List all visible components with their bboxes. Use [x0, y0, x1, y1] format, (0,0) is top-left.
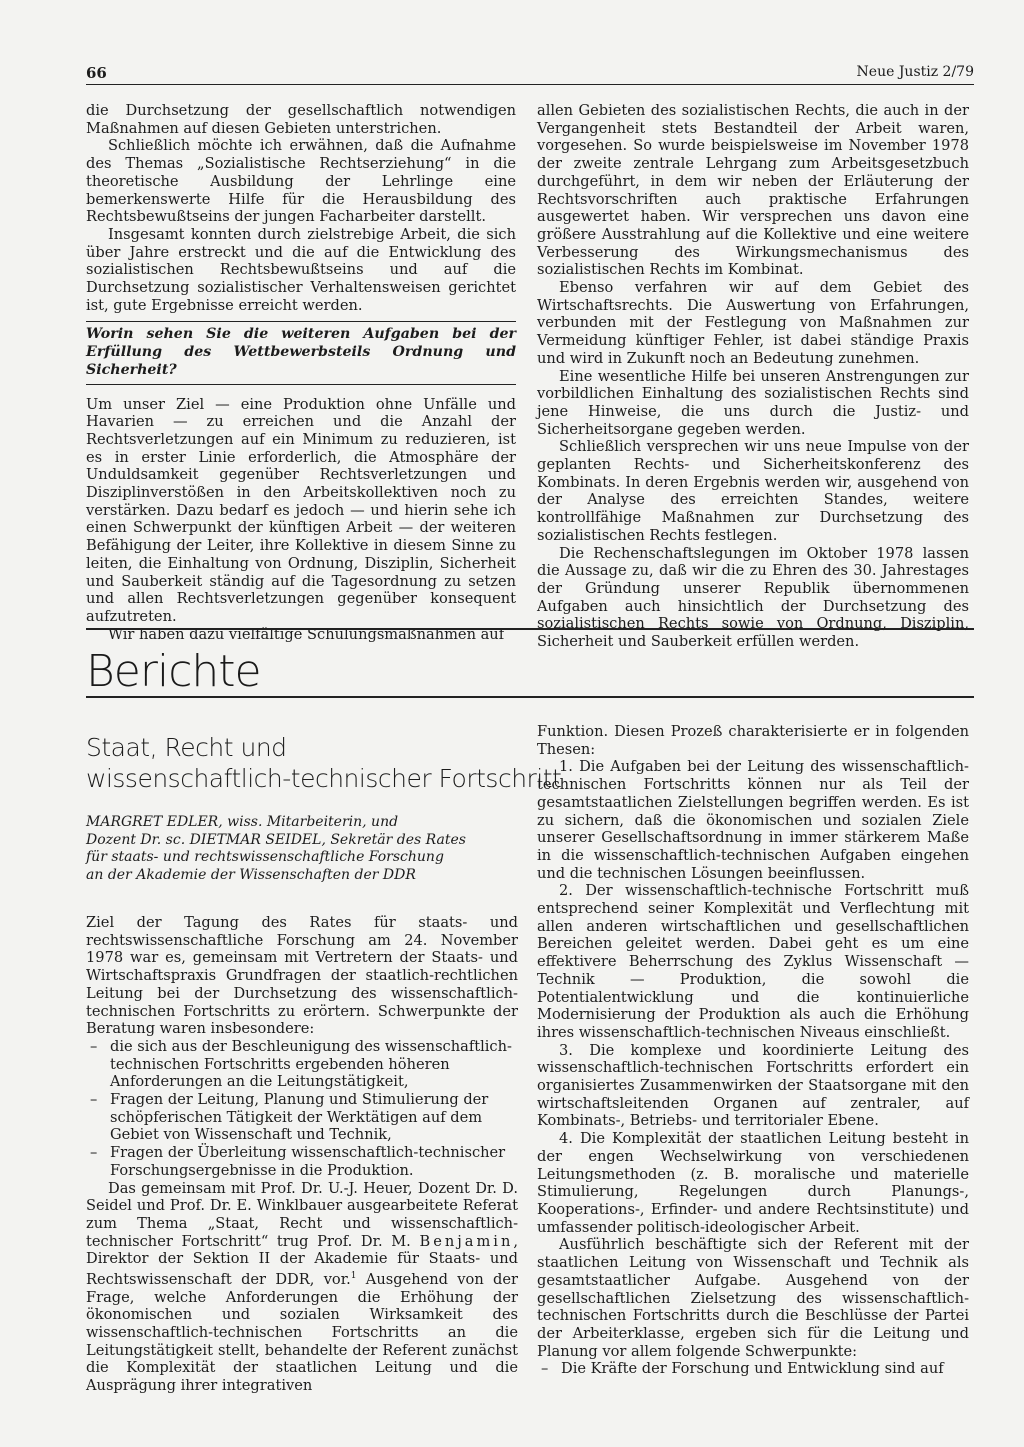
list-item: – Fragen der Leitung, Planung und Stimulierung der schöpferischen Tätigkeit der Werktätigen auf dem Gebiet von Wissenschaft und Technik,: [86, 1091, 518, 1144]
paragraph: allen Gebieten des sozialistischen Rechts, die auch in der Vergangenheit stets Bestandteil der Arbeit waren, vorgesehen. So wurde beispielsweise im November 1978 der zweite zentrale Lehrgang zum Arbeitsgesetzbuch durchgeführt, in dem wir neben der Erläuterung der Rechtsvorschriften auch praktische Erfahrungen ausgewertet haben. Wir versprechen uns davon eine größere Ausstrahlung auf die Kollektive und eine weitere Verbesserung des Wirkungsmechanismus des sozialistischen Rechts im Kombinat.: [537, 102, 969, 279]
section-rule-bottom: [86, 696, 974, 698]
list-item: – Fragen der Überleitung wissenschaftlich-technischer Forschungsergebnisse in die Produktion.: [86, 1144, 518, 1179]
section-rule-top: [86, 628, 974, 630]
article-authors: [86, 814, 516, 884]
text-run: Ausgehend von der Frage, welche Anforderungen die Erhöhung der ökonomischen und sozialen Wirksamkeit des wissenschaftlich-technischen Fortschritts an die Leitungstätigkeit stellt, behandelte der Referent zunächst die Komplexität der staatlichen Leitung und die Ausprägung ihrer integrativen: [86, 1270, 518, 1395]
paragraph: Die Rechenschaftslegungen im Oktober 1978 lassen die Aussage zu, daß wir die zu Ehren des 30. Jahrestages der Gründung unserer Republik übernommenen Aufgaben auch hinsichtlich der Durchsetzung des sozialistischen Rechts sowie von Ordnung, Disziplin, Sicherheit und Sauberkeit erfüllen werden.: [537, 544, 969, 651]
paragraph: die Durchsetzung der gesellschaftlich notwendigen Maßnahmen auf diesen Gebieten unterstrichen.: [86, 102, 516, 137]
bottom-right-column: [537, 723, 969, 1378]
thesis-4: 4. Die Komplexität der staatlichen Leitung besteht in der engen Wechselwirkung von verschiedenen Leitungsmethoden (z. B. moralische und materielle Stimulierung, Regelungen durch Planungs-, Kooperations-, Erfinder- und andere Rechtsinstitute) und umfassender politisch-ideologischer Arbeit.: [537, 1130, 969, 1236]
paragraph: Ausführlich beschäftigte sich der Referent mit der staatlichen Leitung von Wissenschaft und Technik als gesamtstaatlicher Aufgabe. Ausgehend von der gesellschaftlichen Zielsetzung des wissenschaftlich-technischen Fortschritts durch die Beschlüsse der Partei der Arbeiterklasse, ergeben sich für die Leitung und Planung vor allem folgende Schwerpunkte:: [537, 1236, 969, 1360]
list-item: – die sich aus der Beschleunigung des wissenschaftlich-technischen Fortschritts ergebenden höheren Anforderungen an die Leitungstätigkeit,: [86, 1038, 518, 1091]
paragraph: Eine wesentliche Hilfe bei unseren Anstrengungen zur vorbildlichen Einhaltung des sozialistischen Rechts sind jene Hinweise, die uns durch die Justiz- und Sicherheitsorgane gegeben werden.: [537, 367, 969, 438]
referent-name: Benjamin: [419, 1232, 514, 1250]
paragraph: Funktion. Diesen Prozeß charakterisierte er in folgenden Thesen:: [537, 723, 969, 758]
paragraph: Schließlich versprechen wir uns neue Impulse von der geplanten Rechts- und Sicherheitskonferenz des Kombinats. In deren Ergebnis werden wir, ausgehend von der Analyse des erreichten Standes, weitere kontrollfähige Maßnahmen zur Durchsetzung des sozialistischen Rechts festlegen.: [537, 438, 969, 544]
bottom-left-column: [86, 914, 518, 1395]
thesis-1: 1. Die Aufgaben bei der Leitung des wissenschaftlich-technischen Fortschritts können nur als Teil der gesamtstaatlichen Zielstellungen begriffen werden. Es ist zu sichern, daß die ökonomischen und sozialen Ziele unserer Gesellschaftsordnung in immer stärkerem Maße in die wissenschaftlich-technischen Aufgaben eingehen und die technischen Lösungen beeinflussen.: [537, 758, 969, 882]
question-rule-bottom: [86, 384, 516, 385]
author-line: für staats- und rechtswissenschaftliche Forschung: [86, 849, 444, 865]
article-title-line: Staat, Recht und: [86, 733, 287, 762]
paragraph: Ebenso verfahren wir auf dem Gebiet des Wirtschaftsrechts. Die Auswertung von Erfahrungen, verbunden mit der Festlegung von Maßnahmen zur Vermeidung künftiger Fehler, ist dabei ständige Praxis und wird in Zukunft noch an Bedeutung zunehmen.: [537, 279, 969, 367]
topics-list: [86, 1038, 518, 1180]
header-rule: [86, 84, 974, 85]
paragraph: [86, 1180, 518, 1395]
interview-question: Worin sehen Sie die weiteren Aufgaben bei der Erfüllung des Wettbewerbsteils Ordnung und Sicherheit?: [86, 326, 516, 378]
thesis-2: 2. Der wissenschaftlich-technische Fortschritt muß entsprechend seiner Komplexität und Verflechtung mit allen anderen wirtschaftlichen und gesellschaftlichen Bereichen geleitet werden. Dabei geht es um eine effektivere Beherrschung des Zyklus Wissenschaft — Technik — Produktion, die sowohl die Potentialentwicklung und die kontinuierliche Modernisierung der Produktion als auch die Erhöhung ihres wissenschaftlich-technischen Niveaus einschließt.: [537, 882, 969, 1041]
paragraph: Wir haben dazu vielfältige Schulungsmaßnahmen auf: [108, 625, 505, 643]
paragraph: Insgesamt konnten durch zielstrebige Arbeit, die sich über Jahre erstreckt und die auf die Entwicklung des sozialistischen Rechtsbewußtseins und auf die Durchsetzung sozialistischer Verhaltensweisen gerichtet ist, gute Ergebnisse erreicht werden.: [86, 225, 516, 314]
top-left-column: [86, 102, 516, 643]
text-run: Das gemeinsam mit Prof. Dr. U.-J. Heuer, Dozent Dr. D. Seidel und Prof. Dr. E. Winklbauer ausgearbeitete Referat zum Thema „Staat, Recht und wissenschaftlich-technischer Fortschritt“ trug Prof. Dr. M.: [86, 1179, 518, 1250]
author-line: an der Akademie der Wissenschaften der DDR: [86, 866, 416, 883]
priorities-list: [537, 1360, 969, 1378]
footnote-marker: 1: [350, 1271, 357, 1282]
article-title-line: wissenschaftlich-technischer Fortschritt: [86, 764, 562, 793]
thesis-3: 3. Die komplexe und koordinierte Leitung des wissenschaftlich-technischen Fortschritts erfordert ein organisiertes Zusammenwirken der Staatsorgane mit den wirtschaftsleitenden Organen auf zentraler, auf Kombinats-, Betriebs- und territorialer Ebene.: [537, 1041, 969, 1130]
paragraph: Ziel der Tagung des Rates für staats- und rechtswissenschaftliche Forschung am 24. November 1978 war es, gemeinsam mit Vertretern der Staats- und Wirtschaftspraxis Grundfragen der staatlich-rechtlichen Leitung bei der Durchsetzung des wissenschaftlich-technischen Fortschritts zu erörtern. Schwerpunkte der Beratung waren insbesondere:: [86, 914, 518, 1038]
question-rule-top: [86, 321, 516, 322]
journal-issue: Neue Justiz 2/79: [856, 64, 974, 80]
author-line: Dozent Dr. sc. DIETMAR SEIDEL, Sekretär des Rates: [86, 831, 466, 848]
text-run: , Direktor der Sektion II der Akademie für Staats- und Rechtswissenschaft der DDR, vor.: [86, 1232, 518, 1288]
list-item: – Die Kräfte der Forschung und Entwicklung sind auf: [537, 1360, 969, 1378]
page-number: 66: [86, 64, 107, 82]
paragraph: Um unser Ziel — eine Produktion ohne Unfälle und Havarien — zu erreichen und die Anzahl der Rechtsverletzungen auf ein Minimum zu reduzieren, ist es in erster Linie erforderlich, die Atmosphäre der Unduldsamkeit gegenüber Rechtsverletzungen und Disziplinverstößen in den Arbeitskollektiven noch zu verstärken. Dazu bedarf es jedoch — und hierin sehe ich einen Schwerpunkt der künftigen Arbeit — der weiteren Befähigung der Leiter, ihre Kollektive in diesem Sinne zu leiten, die Einhaltung von Ordnung, Disziplin, Sicherheit und Sauberkeit ständig auf die Tagesordnung zu setzen und allen Rechtsverletzungen gegenüber konsequent aufzutreten.: [86, 395, 516, 625]
author-line: MARGRET EDLER, wiss. Mitarbeiterin, und: [86, 814, 399, 830]
paragraph: Schließlich möchte ich erwähnen, daß die Aufnahme des Themas „Sozialistische Rechtserziehung“ in die theoretische Ausbildung der Lehrlinge eine bemerkenswerte Hilfe für die Herausbildung des Rechtsbewußtseins der jungen Facharbeiter darstellt.: [86, 137, 516, 226]
article-title: [86, 732, 561, 794]
top-right-column: [537, 102, 969, 651]
section-title: Berichte: [86, 646, 261, 697]
